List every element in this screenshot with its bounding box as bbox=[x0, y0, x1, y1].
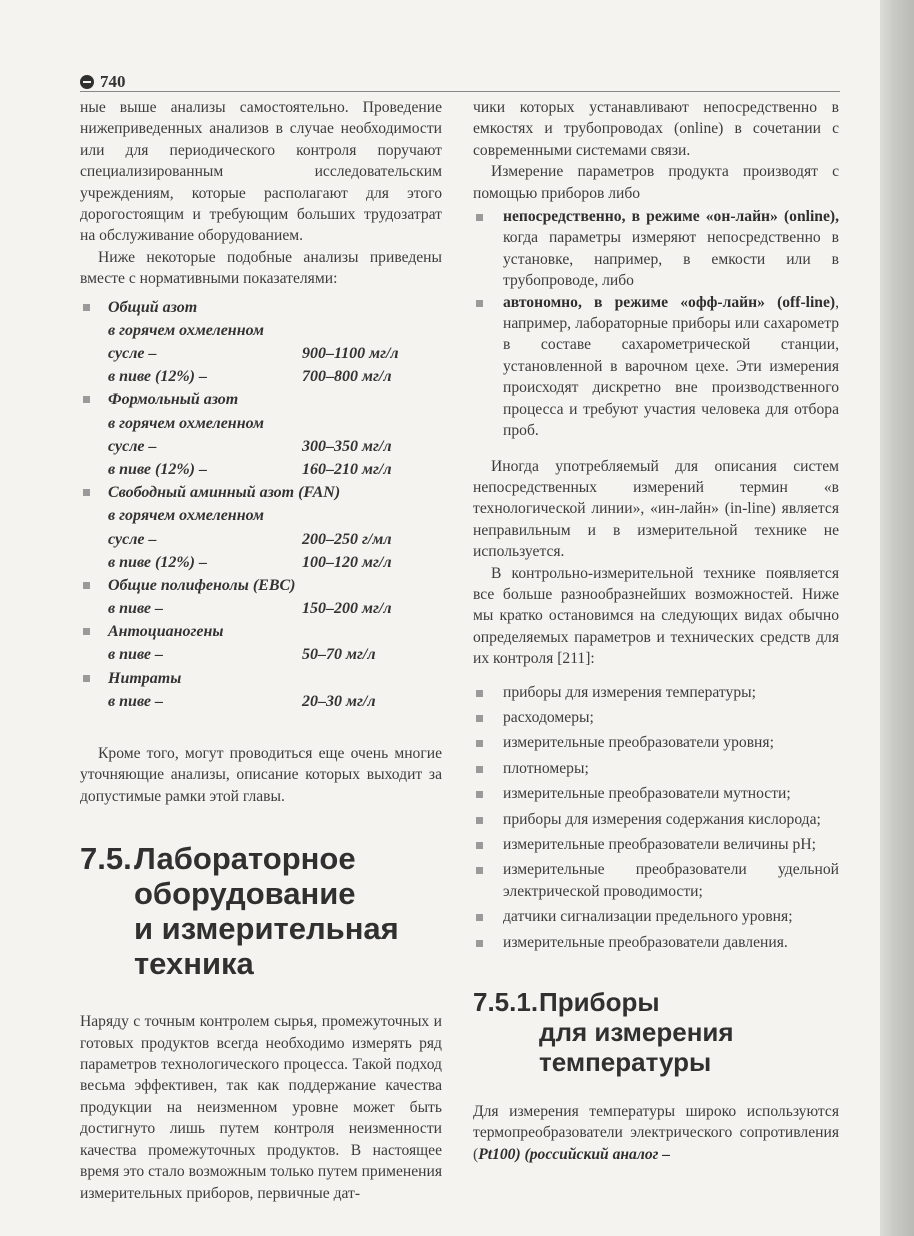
list-item-text: , например, лабораторные приборы или сахарометр в составе сахарометрической станции, установленной в варочном цехе. Эти измерения происходят дискретно вне производственного процесса и требуют участия человека для отбора проб. bbox=[503, 293, 839, 440]
bullet-square-icon bbox=[476, 940, 483, 947]
norm-value: 700–800 мг/л bbox=[302, 368, 392, 386]
bullet-square-icon bbox=[476, 791, 483, 798]
page-header bbox=[80, 72, 840, 92]
norm-row bbox=[80, 667, 442, 690]
norm-label: в пиве – bbox=[108, 692, 163, 710]
list-item-text: измерительные преобразователи давления. bbox=[503, 933, 788, 951]
page-edge-shadow bbox=[880, 0, 914, 1236]
mode-list bbox=[473, 206, 839, 441]
section-title-line: оборудование bbox=[134, 876, 356, 912]
list-item-text: измерительные преобразователи мутности; bbox=[503, 785, 791, 803]
bullet-square-icon bbox=[476, 817, 483, 824]
subsection-title-line: температуры bbox=[539, 1047, 712, 1078]
paragraph: чики которых устанавливают непосредственно в емкостях и трубопроводах (online) в сочетании с современными системами связи. bbox=[473, 99, 839, 159]
bullet-square-icon bbox=[83, 628, 90, 635]
norm-row bbox=[80, 365, 442, 388]
parameter-list bbox=[473, 682, 839, 953]
norm-label: Общий азот bbox=[108, 298, 198, 316]
bold-italic-term: Pt100) (российский аналог – bbox=[478, 1145, 671, 1163]
norm-row bbox=[80, 690, 442, 713]
section-number: 7.5. bbox=[80, 841, 132, 877]
norm-value: 160–210 мг/л bbox=[302, 460, 392, 478]
norm-row bbox=[80, 528, 442, 551]
subsection-title-line: Приборы bbox=[539, 987, 660, 1018]
list-item bbox=[473, 707, 839, 728]
norms-list bbox=[80, 296, 442, 713]
bullet-square-icon bbox=[476, 300, 483, 307]
norm-row bbox=[80, 435, 442, 458]
norm-label: в горячем охмеленном bbox=[108, 507, 264, 525]
norm-row bbox=[80, 388, 442, 411]
norm-label: Общие полифенолы (EBC) bbox=[108, 576, 296, 594]
list-item bbox=[473, 292, 839, 442]
list-item bbox=[473, 758, 839, 779]
norm-row bbox=[80, 643, 442, 666]
bullet-square-icon bbox=[83, 675, 90, 682]
norm-value: 900–1100 мг/л bbox=[302, 345, 399, 363]
paragraph: ные выше анализы самостоятельно. Проведение нижеприведенных анализов в случае необходимости или для периодического контроля поручают специализированным исследовательским учреждениям, которые располагают для этого дорогостоящим и требующим больших трудозатрат на обслуживание оборудованием. bbox=[80, 99, 442, 245]
norm-row bbox=[80, 319, 442, 342]
section-title-line: и измерительная bbox=[134, 911, 399, 947]
norm-row bbox=[80, 412, 442, 435]
bullet-square-icon bbox=[83, 304, 90, 311]
norm-label: в пиве (12%) – bbox=[108, 460, 207, 478]
norm-label: в пиве – bbox=[108, 600, 163, 618]
norm-label: в пиве (12%) – bbox=[108, 368, 207, 386]
norm-row bbox=[80, 481, 442, 504]
norm-label: сусле – bbox=[108, 345, 157, 363]
bullet-square-icon bbox=[476, 214, 483, 221]
paragraph: Иногда употребляемый для описания систем непосредственных измерений термин «в технологической линии», «ин-лайн» (in-line) является неправильным и в измерительной технике не используется. bbox=[473, 457, 839, 561]
list-item bbox=[473, 809, 839, 830]
list-item bbox=[473, 906, 839, 927]
norm-row bbox=[80, 597, 442, 620]
section-heading bbox=[80, 841, 442, 981]
norm-value: 20–30 мг/л bbox=[302, 692, 376, 710]
bullet-square-icon bbox=[476, 740, 483, 747]
list-item bbox=[473, 783, 839, 804]
list-item bbox=[473, 682, 839, 703]
header-rule bbox=[80, 91, 840, 92]
paragraph: Наряду с точным контролем сырья, промежуточных и готовых продуктов всегда необходимо измерять ряд параметров технологического процесса. Такой подход весьма эффективен, так как поддержание качества продукции на неизменном уровне может быть достигнуто лишь путем контроля неизменности качества промежуточных продуктов. В настоящее время это стало возможным только путем применения измерительных приборов, первичные дат- bbox=[80, 1013, 442, 1202]
bold-term: непосредственно, в режиме «он-лайн» (online), bbox=[503, 208, 839, 226]
norm-label: сусле – bbox=[108, 437, 157, 455]
bullet-square-icon bbox=[476, 715, 483, 722]
list-item bbox=[473, 732, 839, 753]
norm-value: 150–200 мг/л bbox=[302, 600, 392, 618]
norm-row bbox=[80, 620, 442, 643]
left-column bbox=[80, 97, 442, 1204]
norm-row bbox=[80, 296, 442, 319]
norm-label: в пиве (12%) – bbox=[108, 553, 207, 571]
list-item-text: датчики сигнализации предельного уровня; bbox=[503, 908, 793, 926]
bold-term: автономно, в режиме «офф-лайн» (off-line) bbox=[503, 293, 836, 311]
norm-value: 300–350 мг/л bbox=[302, 437, 392, 455]
bullet-square-icon bbox=[476, 766, 483, 773]
right-column bbox=[473, 97, 839, 1165]
norm-row bbox=[80, 504, 442, 527]
norm-row bbox=[80, 458, 442, 481]
list-item-text: расходомеры; bbox=[503, 708, 594, 726]
page-number: 740 bbox=[100, 72, 126, 91]
list-item-text: измерительные преобразователи величины pH; bbox=[503, 836, 816, 853]
list-item-text: измерительные преобразователи удельной электрической проводимости; bbox=[503, 861, 839, 900]
norm-label: Свободный аминный азот (FAN) bbox=[108, 484, 341, 502]
paragraph: Кроме того, могут проводиться еще очень многие уточняющие анализы, описание которых выходит за допустимые рамки этой главы. bbox=[80, 745, 442, 805]
list-item-text: когда параметры измеряют непосредственно в установке, например, в емкости или в трубопроводе, либо bbox=[503, 229, 839, 290]
bullet-square-icon bbox=[476, 914, 483, 921]
norm-label: Нитраты bbox=[108, 669, 182, 687]
list-item bbox=[473, 834, 839, 855]
norm-row bbox=[80, 574, 442, 597]
subsection-heading bbox=[473, 987, 839, 1077]
norm-label: Антоцианогены bbox=[108, 623, 224, 641]
list-item-text: измерительные преобразователи уровня; bbox=[503, 734, 774, 752]
bullet-square-icon bbox=[83, 582, 90, 589]
bullet-square-icon bbox=[476, 690, 483, 697]
paragraph: В контрольно-измерительной технике появляется все больше разнообразнейших возможностей. Ниже мы кратко остановимся на следующих видах обычно определяемых параметров и технических средств для их контроля [211]: bbox=[473, 564, 839, 668]
list-item bbox=[473, 859, 839, 902]
section-title-line: Лабораторное bbox=[134, 841, 356, 877]
subsection-number: 7.5.1. bbox=[473, 987, 539, 1018]
norm-value: 100–120 мг/л bbox=[302, 553, 392, 571]
norm-label: сусле – bbox=[108, 530, 157, 548]
paragraph: Измерение параметров продукта производят с помощью приборов либо bbox=[473, 163, 839, 202]
paragraph-text: Для измерения температуры широко используются термопреобразователи электрического сопротивления ( bbox=[473, 1103, 839, 1163]
bullet-square-icon bbox=[83, 489, 90, 496]
list-item-text: приборы для измерения содержания кислорода; bbox=[503, 810, 821, 828]
list-item bbox=[473, 206, 839, 292]
norm-label: в пиве – bbox=[108, 646, 163, 664]
norm-row bbox=[80, 342, 442, 365]
paragraph: Ниже некоторые подобные анализы приведены вместе с нормативными показателями: bbox=[80, 248, 442, 288]
bullet-square-icon bbox=[476, 867, 483, 874]
list-item-text: плотномеры; bbox=[503, 759, 589, 777]
bullet-square-icon bbox=[476, 842, 483, 849]
list-item-text: приборы для измерения температуры; bbox=[503, 683, 756, 701]
norm-row bbox=[80, 551, 442, 574]
section-title-line: техника bbox=[134, 946, 254, 982]
subsection-title-line: для измерения bbox=[539, 1017, 734, 1048]
norm-label: в горячем охмеленном bbox=[108, 414, 264, 432]
list-item bbox=[473, 932, 839, 953]
paragraph bbox=[473, 1101, 839, 1165]
bullet-square-icon bbox=[83, 396, 90, 403]
norm-label: в горячем охмеленном bbox=[108, 321, 264, 339]
norm-value: 200–250 г/мл bbox=[302, 530, 392, 548]
norm-value: 50–70 мг/л bbox=[302, 646, 376, 664]
page-marker-icon bbox=[80, 75, 94, 89]
norm-label: Формольный азот bbox=[108, 391, 239, 409]
